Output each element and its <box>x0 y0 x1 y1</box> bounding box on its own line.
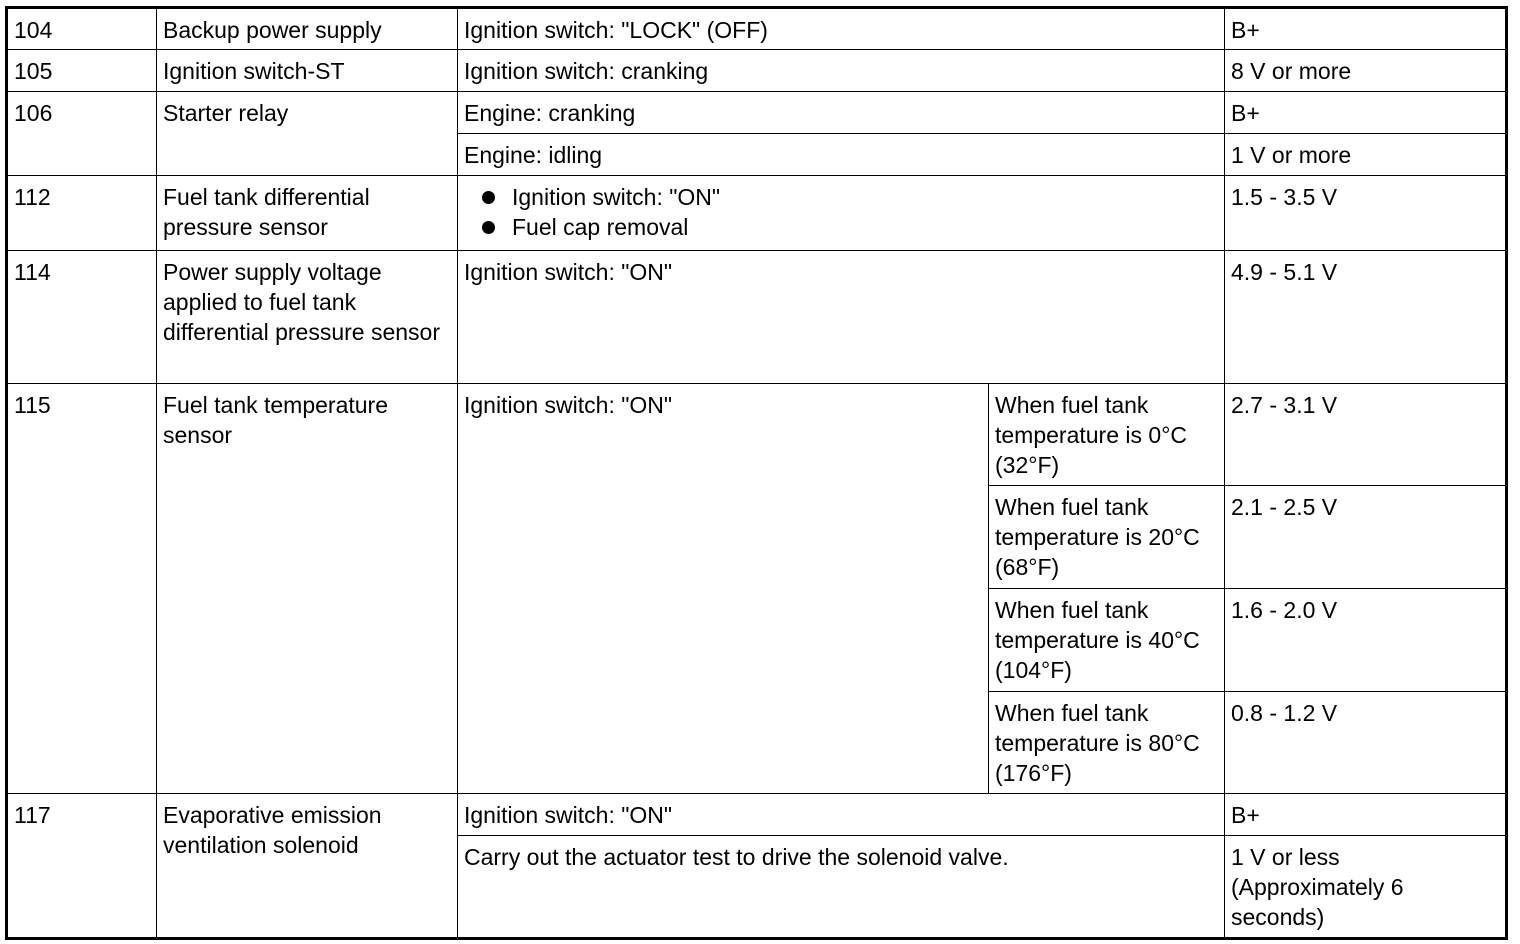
terminal-cell: 106 <box>7 92 157 176</box>
bullet-item: Fuel cap removal <box>464 212 1218 242</box>
table-row <box>7 794 1507 836</box>
table-row <box>7 50 1507 92</box>
condition-cell: Engine: idling <box>458 134 1225 176</box>
condition-cell: Ignition switch: "LOCK" (OFF) <box>458 8 1225 50</box>
table-row <box>7 384 1507 486</box>
value-cell: 1.5 - 3.5 V <box>1225 176 1507 251</box>
table-row <box>7 251 1507 384</box>
value-cell: 0.8 - 1.2 V <box>1225 692 1507 794</box>
item-cell: Backup power supply <box>157 8 458 50</box>
value-cell: B+ <box>1225 92 1507 134</box>
item-cell: Power supply voltage applied to fuel tank differential pressure sensor <box>157 251 458 384</box>
value-cell: 8 V or more <box>1225 50 1507 92</box>
value-cell: 2.1 - 2.5 V <box>1225 486 1507 589</box>
terminal-cell: 115 <box>7 384 157 794</box>
condition-cell: Ignition switch: "ON" <box>458 251 1225 384</box>
detail-cell: When fuel tank temperature is 0°C (32°F) <box>989 384 1225 486</box>
condition-cell: Carry out the actuator test to drive the solenoid valve. <box>458 836 1225 939</box>
item-cell: Starter relay <box>157 92 458 176</box>
table-row <box>7 176 1507 251</box>
value-cell: 4.9 - 5.1 V <box>1225 251 1507 384</box>
condition-cell: Ignition switch: "ON" <box>458 794 1225 836</box>
item-cell: Ignition switch-ST <box>157 50 458 92</box>
detail-cell: When fuel tank temperature is 20°C (68°F) <box>989 486 1225 589</box>
detail-cell: When fuel tank temperature is 80°C (176°F) <box>989 692 1225 794</box>
table-row <box>7 8 1507 50</box>
terminal-cell: 114 <box>7 251 157 384</box>
value-cell: B+ <box>1225 8 1507 50</box>
value-cell: 2.7 - 3.1 V <box>1225 384 1507 486</box>
condition-bullet-list <box>464 182 1218 242</box>
value-cell: 1.6 - 2.0 V <box>1225 589 1507 692</box>
value-cell: 1 V or less (Approximately 6 seconds) <box>1225 836 1507 939</box>
condition-cell: Engine: cranking <box>458 92 1225 134</box>
terminal-cell: 104 <box>7 8 157 50</box>
item-cell: Fuel tank temperature sensor <box>157 384 458 794</box>
item-cell: Evaporative emission ventilation solenoid <box>157 794 458 939</box>
terminal-voltage-table <box>5 6 1508 940</box>
table-row <box>7 92 1507 134</box>
item-cell: Fuel tank differential pressure sensor <box>157 176 458 251</box>
bullet-item: Ignition switch: "ON" <box>464 182 1218 212</box>
detail-cell: When fuel tank temperature is 40°C (104°F) <box>989 589 1225 692</box>
terminal-cell: 117 <box>7 794 157 939</box>
condition-cell <box>458 176 1225 251</box>
terminal-cell: 112 <box>7 176 157 251</box>
value-cell: B+ <box>1225 794 1507 836</box>
value-cell: 1 V or more <box>1225 134 1507 176</box>
condition-cell: Ignition switch: cranking <box>458 50 1225 92</box>
condition-cell: Ignition switch: "ON" <box>458 384 989 794</box>
terminal-cell: 105 <box>7 50 157 92</box>
